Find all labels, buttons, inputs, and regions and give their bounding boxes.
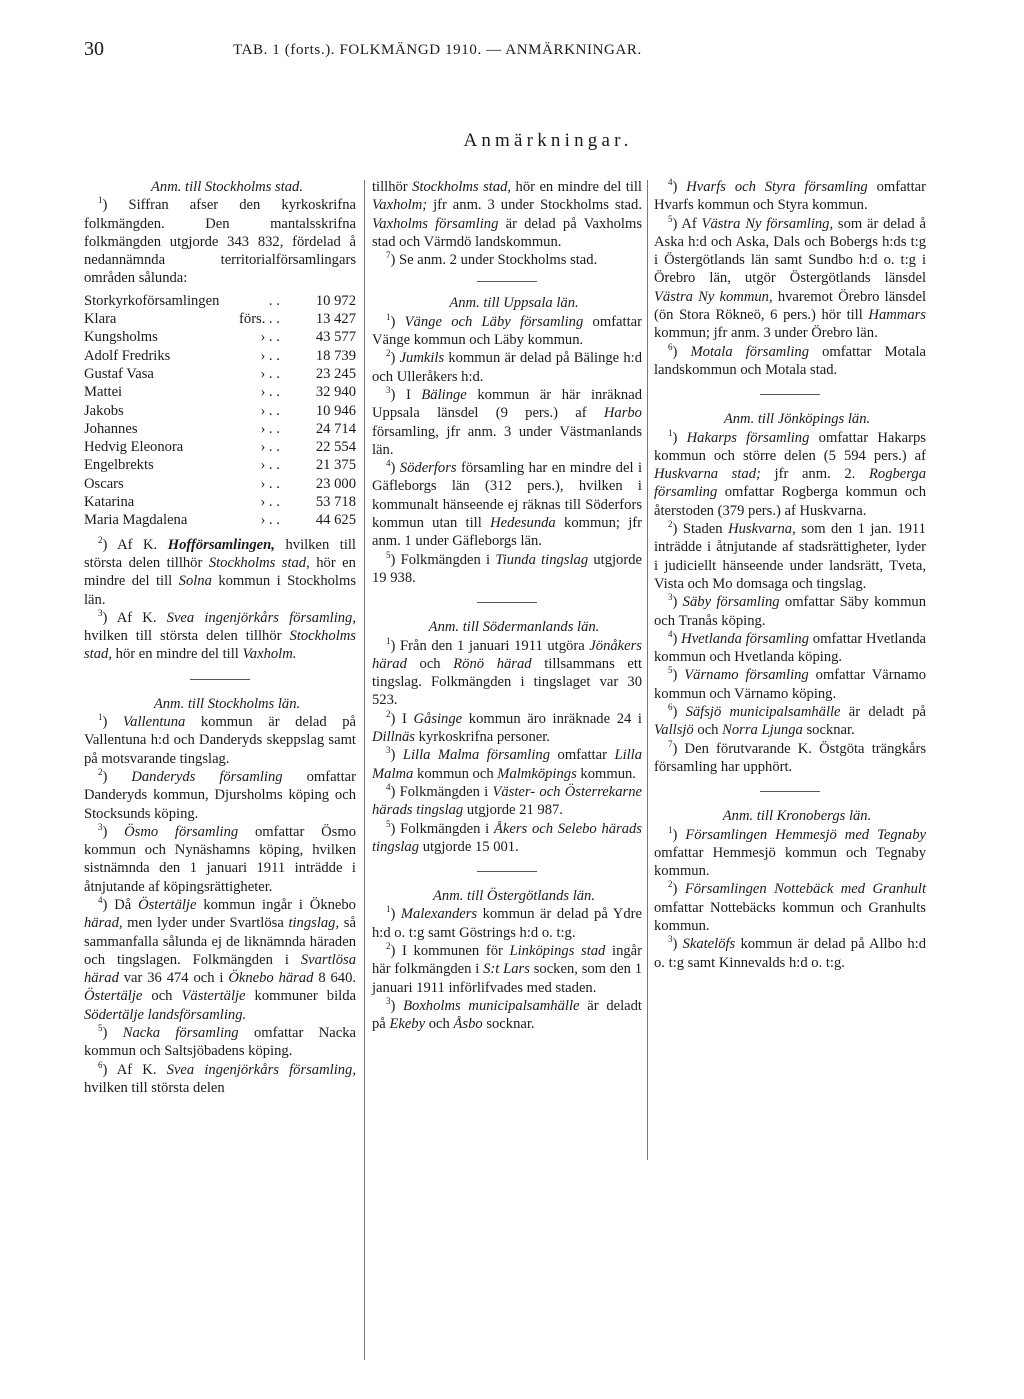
parish-name: Jakobs <box>84 402 124 419</box>
section-heading-sodermanlands-lan: Anm. till Södermanlands län. <box>428 619 600 636</box>
section-divider <box>760 791 820 792</box>
parish-row <box>84 438 356 456</box>
note-jonkoping-3: $^3$) Säby församling omfattar Säby kommun och Tranås köping. <box>654 592 927 629</box>
parish-row <box>84 420 356 438</box>
leader-dots: . . <box>268 311 280 328</box>
parish-row <box>84 402 356 420</box>
column-2 <box>372 178 642 1033</box>
parish-mark: › <box>260 420 266 437</box>
parish-mark: › <box>260 347 266 364</box>
parish-mark: › <box>260 329 266 346</box>
note-continuation: tillhör Stockholms stad, hör en mindre del till Vaxholm; jfr anm. 3 under Stockholms stad. Vaxholms församling är delad på Vaxholms stad och Värmdö landskommun. <box>372 179 642 250</box>
note-jonkoping-4: $^4$) Hvetlanda församling omfattar Hvetlanda kommun och Hvetlanda köping. <box>654 628 926 666</box>
note-lan-3: $^3$) Ösmo församling omfattar Ösmo kommun och Nynäshamns köping, hvilken sistnämnda den 1 januari 1911 inträdde i åtnjutande af köpingsrättigheter. <box>84 821 357 895</box>
note-jonkoping-6: $^6$) Säfsjö municipalsamhälle är deladt på Vallsjö och Norra Ljunga socknar. <box>654 702 926 739</box>
parish-mark: › <box>260 475 266 492</box>
leader-dots: . . <box>268 457 280 474</box>
parish-name: Engelbrekts <box>84 457 154 474</box>
parish-mark: › <box>260 402 266 419</box>
note-ostergotland-4: $^4$) Hvarfs och Styra församling omfattar Hvarfs kommun och Styra kommun. <box>654 177 926 214</box>
parish-name: Adolf Fredriks <box>84 347 171 364</box>
section-heading-ostergotlands-lan: Anm. till Östergötlands län. <box>432 888 596 905</box>
running-head: TAB. 1 (forts.). FOLKMÄNGD 1910. — ANMÄRKNINGAR. <box>233 42 642 58</box>
note-ostergotland-1: $^1$) Malexanders kommun är delad på Ydre h:d o. t:g samt Göstrings h:d o. t:g. <box>372 904 642 941</box>
parish-mark: › <box>260 384 266 401</box>
note-sodermanland-1: $^1$) Från den 1 januari 1911 utgöra Jönåkers härad och Rönö härad tillsammans ett tingslag. Folkmängden i tingslaget var 30 523. <box>372 635 643 709</box>
note-lan-6: $^6$) Af K. Svea ingenjörkårs församling, hvilken till största delen <box>84 1059 356 1096</box>
note-ostergotland-5: $^5$) Af Västra Ny församling, som är delad å Aska h:d och Aska, Dals och Bobergs h:ds t:g i Östergötlands län samt Sundbo h:d o. t:g i Örebro län, utgör Östergötlands länsdel Västra Ny kommun, hvaremot Örebro länsdel (ön Stora Rökneö, 6 pers.) hör till Hammars kommun; jfr anm. 3 under Örebro län. <box>654 213 926 342</box>
parish-population: 32 940 <box>315 384 356 401</box>
leader-dots: . . <box>268 347 280 364</box>
parish-row <box>84 456 356 474</box>
section-heading-jonkopings-lan: Anm. till Jönköpings län. <box>723 411 871 428</box>
page-header <box>0 38 1024 68</box>
note-ostergotland-2: $^2$) I kommunen för Linköpings stad ingår här folkmängden i S:t Lars socken, som den 1 januari 1911 införlifvades med staden. <box>372 941 643 996</box>
parish-name: Oscars <box>84 475 124 492</box>
parish-row <box>84 383 356 401</box>
leader-dots: . . <box>268 512 280 529</box>
note-lan-5: $^5$) Nacka församling omfattar Nacka kommun och Saltsjöbadens köping. <box>84 1023 356 1060</box>
note-stad-2: $^2$) Af K. Hofförsamlingen, hvilken till största delen tillhör Stockholms stad, hör en mindre del till Solna kommun i Stockholms län. <box>84 534 357 608</box>
note-sodermanland-3: $^3$) Lilla Malma församling omfattar Lilla Malma kommun och Malmköpings kommun. <box>372 745 643 782</box>
note-stad-3: $^3$) Af K. Svea ingenjörkårs församling, hvilken till största delen tillhör Stockholms stad, hör en mindre del till Vaxholm. <box>84 607 356 663</box>
parish-population: 21 375 <box>315 457 356 474</box>
parish-population: 18 739 <box>315 347 356 364</box>
note-uppsala-1: $^1$) Vänge och Läby församling omfattar Vänge kommun och Läby kommun. <box>372 311 642 349</box>
note-ostergotland-6: $^6$) Motala församling omfattar Motala landskommun och Motala stad. <box>654 341 926 378</box>
parish-row <box>84 511 356 529</box>
note-uppsala-2: $^2$) Jumkils kommun är delad på Bälinge h:d och Ulleråkers h:d. <box>372 348 642 385</box>
parish-population: 43 577 <box>315 329 356 346</box>
note-uppsala-4: $^4$) Söderfors församling har en mindre del i Gäfleborgs län (312 pers.), hvilken i kommunalt hänseende ej räknas till Söderfors kommun utan till Hedesunda kommun; jfr anm. 1 under Gäfleborgs län. <box>372 458 643 550</box>
leader-dots: . . <box>268 439 280 456</box>
parish-population: 53 718 <box>315 494 356 511</box>
parish-population: 23 245 <box>315 365 356 382</box>
parish-name: Mattei <box>84 384 123 401</box>
parish-mark: › <box>260 365 266 382</box>
leader-dots: . . <box>268 420 280 437</box>
parish-row <box>84 310 356 328</box>
leader-dots: . . <box>268 329 280 346</box>
page-title: Anmärkningar. <box>463 130 633 151</box>
section-divider <box>760 394 820 395</box>
leader-dots: . . <box>268 475 280 492</box>
column-3 <box>654 178 926 972</box>
parish-row <box>84 365 356 383</box>
section-heading-uppsala-lan: Anm. till Uppsala län. <box>449 295 579 312</box>
page-number: 30 <box>84 38 104 60</box>
parish-name: Maria Magdalena <box>84 512 188 529</box>
parish-population: 10 946 <box>315 402 356 419</box>
parish-row <box>84 328 356 346</box>
parish-mark <box>219 292 265 310</box>
leader-dots: . . <box>268 292 280 309</box>
leader-dots: . . <box>268 402 280 419</box>
parish-population: 44 625 <box>315 512 356 529</box>
note-lan-4: $^4$) Då Östertälje kommun ingår i Öknebo härad, men lyder under Svartlösa tingslag, så sammanfalla sålunda ej de liknämnda häraden och tingslagen. Folkmängden i Svartlösa härad var 36 474 och i Öknebo härad 8 640. Östertälje och Västertälje kommuner bilda Södertälje landsförsamling. <box>84 895 357 1023</box>
parish-population: 24 714 <box>315 420 356 437</box>
parish-mark: förs. <box>239 311 266 328</box>
parish-name: Storkyrkoförsamlingen <box>84 292 220 309</box>
note-sodermanland-4: $^4$) Folkmängden i Väster- och Österrekarne härads tingslag utgjorde 21 987. <box>372 782 642 819</box>
column-divider-2 <box>647 180 648 1160</box>
note-kronoberg-1: $^1$) Församlingen Hemmesjö med Tegnaby omfattar Hemmesjö kommun och Tegnaby kommun. <box>654 824 926 880</box>
parish-mark: › <box>260 494 266 511</box>
section-divider <box>477 602 537 603</box>
parish-name: Hedvig Eleonora <box>84 439 184 456</box>
section-divider <box>477 871 537 872</box>
note-jonkoping-2: $^2$) Staden Huskvarna, som den 1 jan. 1911 inträdde i åtnjutande af stadsrättigheter, lyder i judiciellt hänseende under landsrätt, Tveta, Vista och Mo domsaga och tingslag. <box>654 519 926 592</box>
note-kronoberg-2: $^2$) Församlingen Nottebäck med Granhult omfattar Nottebäcks kommun och Granhults kommun. <box>654 879 927 934</box>
parish-mark: › <box>260 439 266 456</box>
note-stad-1: $^1$) Siffran afser den kyrkoskrifna folkmängden. Den mantalsskrifna folkmängden utgjorde 343 832, fördelad å nedannämnda territorialförsamlingars områden sålunda: <box>84 195 356 287</box>
parish-name: Katarina <box>84 494 135 511</box>
parish-row <box>84 292 356 310</box>
parish-name: Johannes <box>84 420 138 437</box>
note-jonkoping-7: $^7$) Den förutvarande K. Östgöta trängkårs församling har upphört. <box>654 738 927 775</box>
column-divider-1 <box>364 180 365 1360</box>
parish-row <box>84 475 356 493</box>
parish-population-table <box>84 292 356 530</box>
parish-name: Kungsholms <box>84 329 158 346</box>
leader-dots: . . <box>268 365 280 382</box>
note-lan-7: $^7$) Se anm. 2 under Stockholms stad. <box>386 250 598 269</box>
note-jonkoping-5: $^5$) Värnamo församling omfattar Värnamo kommun och Värnamo köping. <box>654 665 927 702</box>
note-uppsala-3: $^3$) I Bälinge kommun är här inräknad Uppsala länsdel (9 pers.) af Harbo församling, jfr anm. 3 under Västmanlands län. <box>372 385 642 458</box>
parish-name: Klara <box>84 311 117 328</box>
note-ostergotland-3: $^3$) Boxholms municipalsamhälle är deladt på Ekeby och Åsbo socknar. <box>372 996 642 1033</box>
parish-name: Gustaf Vasa <box>84 365 154 382</box>
leader-dots: . . <box>268 494 280 511</box>
section-heading-kronobergs-lan: Anm. till Kronobergs län. <box>722 808 872 825</box>
column-1 <box>84 178 356 1097</box>
section-heading-stockholms-stad: Anm. till Stockholms stad. <box>150 179 303 195</box>
note-sodermanland-2: $^2$) I Gåsinge kommun äro inräknade 24 i Dillnäs kyrkoskrifna personer. <box>372 708 642 746</box>
note-sodermanland-5: $^5$) Folkmängden i Åkers och Selebo härads tingslag utgjorde 15 001. <box>372 818 642 855</box>
section-divider <box>477 281 537 282</box>
section-divider <box>190 679 250 680</box>
note-jonkoping-1: $^1$) Hakarps församling omfattar Hakarps kommun och större delen (5 594 pers.) af Huskvarna stad; jfr anm. 2. Rogberga församling omfattar Rogberga kommun och återstoden (379 pers.) af Huskvarna. <box>654 427 926 519</box>
parish-population: 22 554 <box>315 439 356 456</box>
note-uppsala-5: $^5$) Folkmängden i Tiunda tingslag utgjorde 19 938. <box>372 549 642 586</box>
leader-dots: . . <box>268 384 280 401</box>
parish-population: 10 972 <box>315 292 356 309</box>
parish-population: 23 000 <box>315 475 356 492</box>
parish-row <box>84 493 356 511</box>
parish-mark: › <box>260 457 266 474</box>
parish-mark: › <box>260 512 266 529</box>
note-kronoberg-3: $^3$) Skatelöfs kommun är delad på Allbo h:d o. t:g samt Kinnevalds h:d o. t:g. <box>654 934 927 971</box>
section-heading-stockholms-lan: Anm. till Stockholms län. <box>153 695 301 712</box>
parish-row <box>84 347 356 365</box>
note-lan-2: $^2$) Danderyds församling omfattar Danderyds kommun, Djursholms köping och Stocksunds köping. <box>84 767 356 822</box>
parish-population: 13 427 <box>315 311 356 328</box>
note-lan-1: $^1$) Vallentuna kommun är delad på Vallentuna h:d och Danderyds skeppslag samt på motsvarande tingslag. <box>84 712 357 767</box>
note-text: Siffran afser den kyrkoskrifna folkmängden. Den mantalsskrifna folkmängden utgjorde 343 832, fördelad å nedannämnda territorialförsamlingars områden sålunda: <box>84 197 356 287</box>
